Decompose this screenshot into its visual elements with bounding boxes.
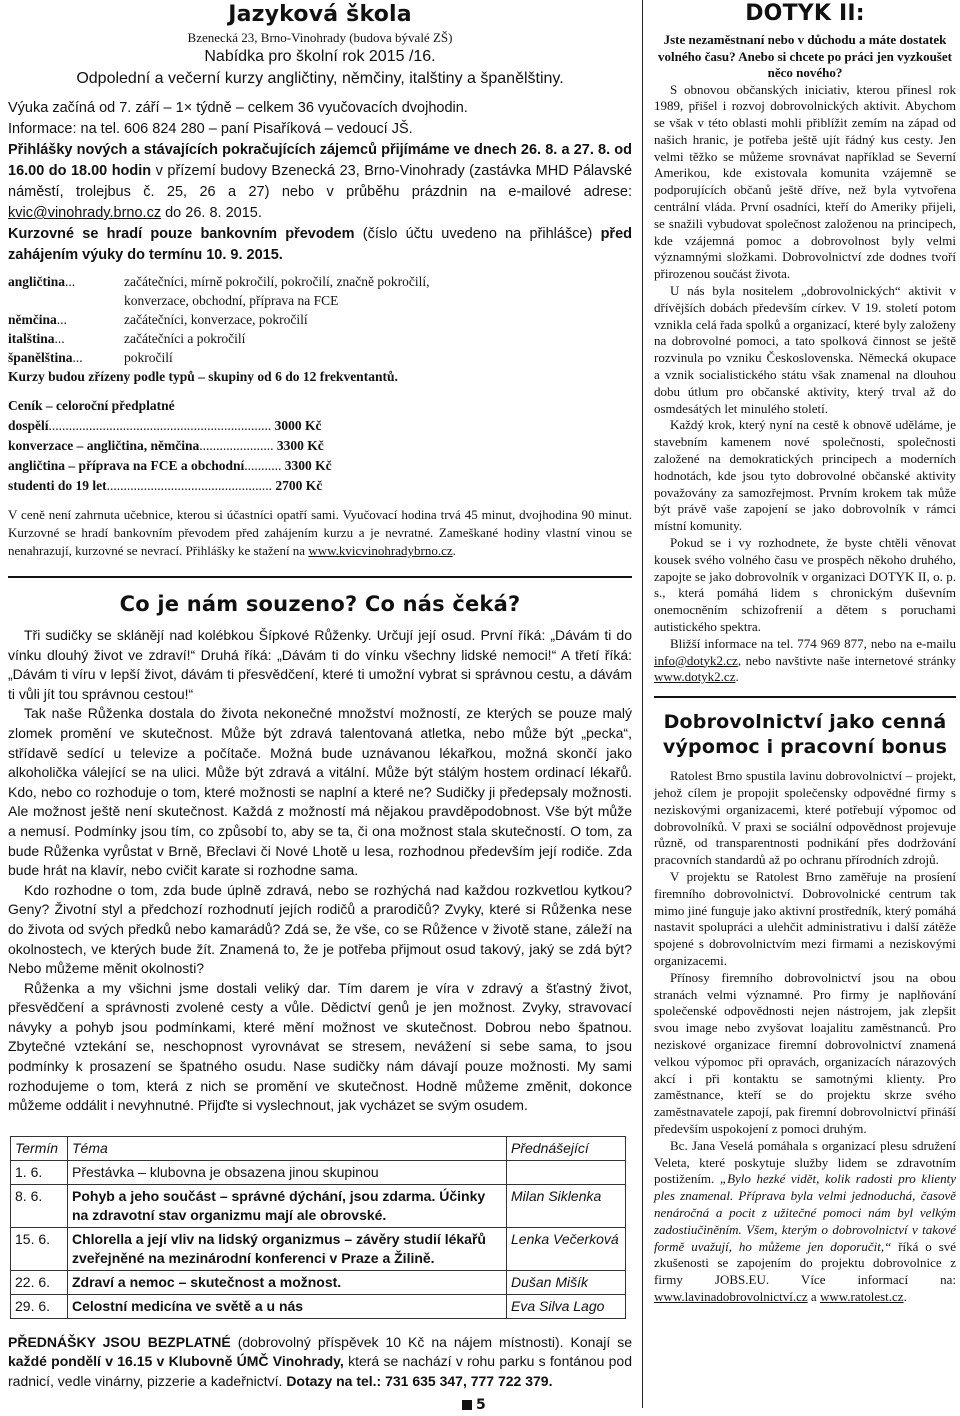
table-cell-date: 15. 6. (11, 1227, 68, 1270)
section-divider (654, 696, 956, 698)
volunteer-paragraph: V projektu se Ratolest Brno zaměřuje na prosíení firemního dobrovolnictví. Dobrovolnické centrum tak mimo jiné funguje jako aktivní prostředník, který pomáhá nastavit spolupráci a ulehčit administrativu i další zátěže spojené s dobrovolnictvím mezi firmami a neziskovými organizacemi. (654, 868, 956, 968)
dots: ................................................. (106, 478, 273, 493)
table-row (11, 1227, 626, 1270)
dotyk-body (654, 82, 956, 687)
free-bold-3: Dotazy na tel.: 731 635 347, 777 722 379. (286, 1373, 553, 1390)
and-text: a (810, 1288, 817, 1304)
school-address: Bzenecká 23, Brno-Vinohrady (budova bývalé ZŠ) (187, 30, 453, 45)
school-offer: Nabídka pro školní rok 2015 /16. (204, 48, 436, 65)
language-levels: začátečníci, mírně pokročilí, pokročilí, značně pokročilí, (124, 274, 430, 289)
price-label: dospělí (8, 418, 49, 433)
table-cell-speaker: Eva Silva Lago (507, 1294, 626, 1318)
price-title: Ceník – celoroční předplatné (8, 398, 175, 413)
contact-text-mid: , nebo navštivte naše internetové stránky (737, 652, 956, 668)
table-cell-topic: Přestávka – klubovna je obsazena jinou skupinou (68, 1160, 507, 1184)
price-label: angličtina – příprava na FCE a obchodní (8, 458, 245, 473)
language-name: italština (8, 331, 55, 346)
language-name: němčina (8, 312, 57, 327)
language-list (8, 272, 632, 386)
table-cell-topic: Pohyb a jeho součást – správné dýchání, jsou zdarma. Účinky na zdravotní stav organizmu mají ale obrovské. (68, 1184, 507, 1227)
volunteer-quote: „Bylo hezké vidět, kolik radosti pro klienty ples znamenal. Příprava byla velmi jednoduchá, časově nenáročná a pocit z užitečné pomoci nám byl velkým zadostiučiněním. Všem, kterým o dobrovolnictví v takové formě uvažují, ho můžeme jen doporučit,“ (654, 1171, 956, 1254)
school-title: Jazyková škola (228, 2, 412, 27)
school-email-link[interactable]: kvic@vinohrady.brno.cz (8, 205, 162, 221)
table-cell-topic: Celostní medicína ve světě a u nás (68, 1294, 507, 1318)
volunteer-paragraph (654, 1138, 956, 1306)
table-cell-speaker: Milan Siklenka (507, 1184, 626, 1227)
price-row (8, 456, 632, 476)
volunteer-paragraph: Přínosy firemního dobrovolnictví jsou na obou stranách velmi významné. Pro firmy je naplňování společenské odpovědnosti nejen nástrojem, jak zlepšit svou image nebo zvyšovat loajalitu zaměstnanců. Pro neziskové organizace firemní dobrovolnictví znamená velkou výpomoc při opravách, organizacích nárazových akcí i při kontaktu se samotnými klienty. Pro zaměstnance, kteří se do projektu skrze svého zaměstnavatele zapojí, pak firemní dobrovolnictví přináší především uspokojení z pomoci druhým. (654, 969, 956, 1136)
right-column (654, 0, 956, 1306)
price-row (8, 436, 632, 456)
price-value: 3000 Kč (274, 418, 322, 433)
fate-body (8, 626, 632, 1116)
free-bold: PŘEDNÁŠKY JSOU BEZPLATNÉ (8, 1333, 231, 1350)
payment-normal: (číslo účtu uvedeno na přihlášce) (362, 226, 593, 242)
language-row (8, 329, 632, 348)
volunteer-text: Bc. Jana Veselá pomáhala s organizací plesu sdružení Veleta, které poskytuje služby lidem se zdravotním postižením. (654, 1137, 956, 1187)
table-row (11, 1270, 626, 1294)
payment-bold-2: před zahájením výuky do termínu 10. 9. 2015. (8, 226, 632, 263)
lecture-table (10, 1136, 626, 1319)
dots: ...................... (199, 438, 274, 453)
dots: ... (54, 331, 65, 346)
column-divider (642, 0, 643, 1408)
contact-text: Bližší informace na tel. 774 969 877, nebo na e-mailu (670, 635, 956, 651)
table-cell-speaker (507, 1160, 626, 1184)
lavina-link[interactable]: www.lavinadobrovolnictví.cz (654, 1288, 808, 1304)
groups-note: Kurzy budou zřízeny podle typů – skupiny od 6 do 12 frekventantů. (8, 369, 398, 384)
price-list (8, 396, 632, 496)
fate-title: Co je nám souzeno? Co nás čeká? (119, 592, 521, 616)
language-row (8, 310, 632, 329)
free-normal-2: která se nachází v rohu parku s fontánou pod radnicí, vedle vinárny, pizzerie a kadeřnictví. (8, 1353, 633, 1390)
dots: ... (56, 312, 67, 327)
free-bold-2: každé pondělí v 16.15 v Klubovně ÚMČ Vinohrady, (8, 1353, 344, 1370)
note-text: V ceně není zahrnuta učebnice, kterou si účastníci opatří sami. Vyučovací hodina trvá 45 minut, dvojhodina 90 minut. Kurzovné se hradí bankovním převodem před zahájením kurzu a je nevratné. Zameškané hodiny vlastní vinou se nenahrazují, kurzovné se nevrací. Přihlášky ke stažení na (8, 507, 632, 558)
dots: ........... (244, 458, 282, 473)
school-info: Informace: na tel. 606 824 280 – paní Pisaříková – vedoucí JŠ. (8, 121, 413, 137)
language-row (8, 348, 632, 367)
dotyk-email-link[interactable]: info@dotyk2.cz (654, 652, 738, 668)
dotyk-paragraph: S obnovou občanských iniciativ, kterou přinesl rok 1989, přišel i rozvoj dobrovolnických aktivit. Abychom se však v této oblasti mohli přiblížit zemím na západ od našich hranic, je potřeba ještě ujít řádný kus cesty. Jen velmi těžko se můžeme srovnávat například se Severní Amerikou, kde existovala komunita vzájemně se podporujících občanů ještě dříve, než byla vytvořena centrální vláda. První osadníci, kteří do Ameriky přijeli, se snažili vybudovat společnost založenou na principech, kde vzájemná pomoc a dobrovolnost byly velmi významnými složkami. Dobrovolnictví zde dodnes tvoří přirozenou součást života. (654, 81, 956, 282)
language-levels: začátečníci, konverzace, pokročilí (124, 312, 308, 327)
table-header: Téma (68, 1136, 507, 1160)
page-number-text: 5 (476, 1397, 486, 1413)
language-row (8, 272, 632, 291)
price-label: studenti do 19 let (8, 478, 107, 493)
square-icon (462, 1400, 472, 1410)
table-cell-date: 1. 6. (11, 1160, 68, 1184)
dotyk-paragraph: Každý krok, který nyní na cestě k obnově uděláme, je stavebním kamenem nové společnosti, společnosti založené na demokratických principech a moderních hodnotách, kde jsou tyto dobrovolné občanské aktivity považovány za samozřejmost. Prvním krokem tak může být právě vaše zapojení se jako dobrovolník v rámci místní komunity. (654, 417, 956, 534)
volunteer-paragraph: Ratolest Brno spustila lavinu dobrovolnictví – projekt, jehož cílem je propojit společensky odpovědné firmy s neziskovými organizacemi, které potřebují výpomoc od dobrovolníků. V praxi se sociální odpovědnost projevuje různě, od transparentnosti podnikání přes dodržování pracovních standardů až po ochranu přírodních zdrojů. (654, 768, 956, 868)
school-courses: Odpolední a večerní kurzy angličtiny, němčiny, italštiny a španělštiny. (76, 70, 564, 87)
volunteer-text-end: říká o své zkušenosti se zapojením do projektu dobrovolnice z firmy JOBS.EU. Více informací na: (654, 1238, 957, 1288)
note-end: . (452, 543, 456, 558)
price-row (8, 416, 632, 436)
language-name: angličtina (8, 274, 66, 289)
ratolest-link[interactable]: www.ratolest.cz (819, 1288, 904, 1304)
dotyk-title: DOTYK II: (745, 1, 865, 26)
table-row (11, 1294, 626, 1318)
dotyk-lead: Jste nezaměstnaní nebo v důchodu a máte dostatek volného času? Anebo si chcete po práci jen vyzkoušet něco nového? (658, 32, 952, 80)
web-end: . (903, 1288, 907, 1304)
section-divider (8, 576, 632, 578)
signup-normal: v přízemí budovy Bzenecká 23, Brno-Vinohrady (zastávka MHD Pálavské náměstí, trolejbus č. 25, 26 a 27) nebo v průběhu prázdnin na e-mailové adrese: (8, 163, 633, 200)
table-row (11, 1184, 626, 1227)
language-name: španělština (8, 350, 73, 365)
dots: ... (72, 350, 83, 365)
table-cell-topic: Chlorella a její vliv na lidský organizmus – závěry studií lékařů zveřejněné na mezinárodní konferenci v Praze a Žilině. (68, 1227, 507, 1270)
price-label: konverzace – angličtina, němčina (8, 438, 200, 453)
table-header-row (11, 1136, 626, 1160)
school-start: Výuka začíná od 7. září – 1× týdně – celkem 36 vyučovacích dvojhodin. (8, 100, 468, 116)
dots: ... (65, 274, 76, 289)
dotyk-paragraph: Pokud se i vy rozhodnete, že byste chtěli věnovat kousek svého volného času ve prospěch někoho druhého, zapojte se jako dobrovolník v organizaci DOTYK II, o. p. s., která pomáhá lidem s chronickým duševním onemocněním schizofrenií a dětem s poruchami autistického spektra. (654, 535, 956, 634)
payment-bold-1: Kurzovné se hradí pouze bankovním převodem (8, 226, 355, 242)
page-number (458, 1396, 486, 1415)
dotyk-web-link[interactable]: www.dotyk2.cz (654, 669, 736, 685)
price-value: 3300 Kč (276, 438, 324, 453)
table-cell-speaker: Dušan Mišík (507, 1270, 626, 1294)
price-value: 2700 Kč (275, 478, 323, 493)
volunteer-body (654, 768, 956, 1306)
email-tail: do 26. 8. 2015. (165, 205, 262, 221)
dotyk-paragraph: U nás byla nositelem „dobrovolnických“ aktivit v dřívějších dobách především církev. V 19. století potom vznikla celá řada spolků a organizací, které byly založeny na dobrovolné pomoci, a tato spolková činnost se ještě rozvinula po vzniku Československa. Německá okupace a vznik socialistického státu však znamenal na dlouhou dobu útlum pro občanské aktivity, který trval až do osmdesátých let minulého století. (654, 283, 956, 416)
school-note (8, 506, 632, 560)
signup-bold: Přihlášky nových a stávajících pokračujících zájemců přijímáme ve dnech 26. 8. a 27. 8. od 16.00 do 18.00 hodin (8, 142, 632, 179)
language-levels: začátečníci a pokročilí (124, 331, 246, 346)
fate-paragraph: Tři sudičky se sklánějí nad kolébkou Šípkové Růženky. Určují její osud. První říká: „Dávám ti do vínku dlouhý život ve zdraví!“ Druhá říká: „Dávám ti do vínku všechny lidské nemoci!“ A třetí říká: „Dávám ti víru v lepší život, dávám ti přesvědčení, které ti umožní vybrat si správnou cestu, a dávám ti vůli jít tou správnou cestou!“ (8, 627, 632, 702)
table-header: Přednášející (507, 1136, 626, 1160)
price-row (8, 476, 632, 496)
volunteer-title: Dobrovolnictví jako cenná výpomoc i pracovní bonus (662, 711, 948, 759)
contact-end: . (735, 669, 739, 685)
left-column (8, 0, 632, 1392)
table-cell-date: 8. 6. (11, 1184, 68, 1227)
table-header: Termín (11, 1136, 68, 1160)
table-cell-date: 22. 6. (11, 1270, 68, 1294)
school-signup (8, 140, 632, 224)
language-row (8, 291, 632, 310)
fate-paragraph: Tak naše Růženka dostala do života nekonečné množství možností, ze kterých se pouze malý zlomek promění ve skutečnost. Může být zdravá talentovaná atletka, nebo může být „pecka“, střídavě sedící u televize a počítače. Možná bude uznávanou lékařkou, možná skončí jako alkoholička válející se na ulici. Může být zdravá a vitální. Může být stálým hostem ordinací lékařů. Kdo, nebo co rozhoduje o tom, které možnosti se naplní a které ne? Sudičky ji předepsaly možnosti. Ale možnost ještě není skutečnost. Každá z možností má nějakou pravděpodobnost. Vše být může a nemusí. Podmínky jsou tím, co způsobí to, aby se ta, či ona možnost stala skutečností. O tom, za bude Růženka vyrůstat v Brně, Břeclavi či Nové Lhotě u lesa, rozhodnou především její rodiče. Zda bude hrát na klavír, nebo cvičit karate si rozhodne sama. (8, 705, 632, 879)
table-cell-topic: Zdraví a nemoc – skutečnost a možnost. (68, 1270, 507, 1294)
free-normal-1: (dobrovolný příspěvek 10 Kč na nájem místnosti). Konají se (237, 1333, 633, 1350)
note-link[interactable]: www.kvicvinohradybrno.cz (308, 543, 453, 558)
table-cell-speaker: Lenka Večerková (507, 1227, 626, 1270)
language-levels: pokročilí (124, 350, 173, 365)
fate-paragraph: Růženka a my všichni jsme dostali veliký dar. Tím darem je víra v zdravý a šťastný život, přesvědčení a správnosti zvolené cesty a vůle. Dědictví genů je jen možnost. Zvyky, stravovací návyky a pohyb jsou podmínkami, které mění možnost ve skutečnost. Dobrou nebo špatnou. Zbytečné vztekání se, neschopnost vyrovnávat se stresem, nevážení si sebe sama, to jsou podmínky k prosazení se špatného osudu. Nase sudičky nám dávají pouze možnosti. My sami rozhodujeme o tom, která z nich se promění ve skutečnost. Hodně můžeme změnit, dokonce můžeme oddálit i nevyhnutné. Přijďte si vyslechnout, jak vycházet se svým osudem. (8, 979, 632, 1114)
fate-paragraph: Kdo rozhodne o tom, zda bude úplně zdravá, nebo se rozhýchá nad každou rozkvetlou kytkou? Geny? Životní styl a předchozí rozhodnutí jejích rodičů a prarodičů? Zvyky, které si Růženka nese do života od svých předků nebo kamarádů? Zdá se, že vše, co se Růžence v životě stane, záleží na okolnostech, ve kterých bude žít. Znamená to, že je potřeba přijmout osud takový, jaký se zdá být? Nebo můžeme měnit okolnosti? (8, 881, 632, 977)
language-levels: konverzace, obchodní, příprava na FCE (124, 293, 339, 308)
dots: .................................................................. (48, 418, 272, 433)
table-row (11, 1160, 626, 1184)
price-value: 3300 Kč (284, 458, 332, 473)
table-cell-date: 29. 6. (11, 1294, 68, 1318)
lectures-free-note (8, 1333, 632, 1392)
dotyk-contact (654, 636, 956, 686)
school-payment (8, 224, 632, 266)
